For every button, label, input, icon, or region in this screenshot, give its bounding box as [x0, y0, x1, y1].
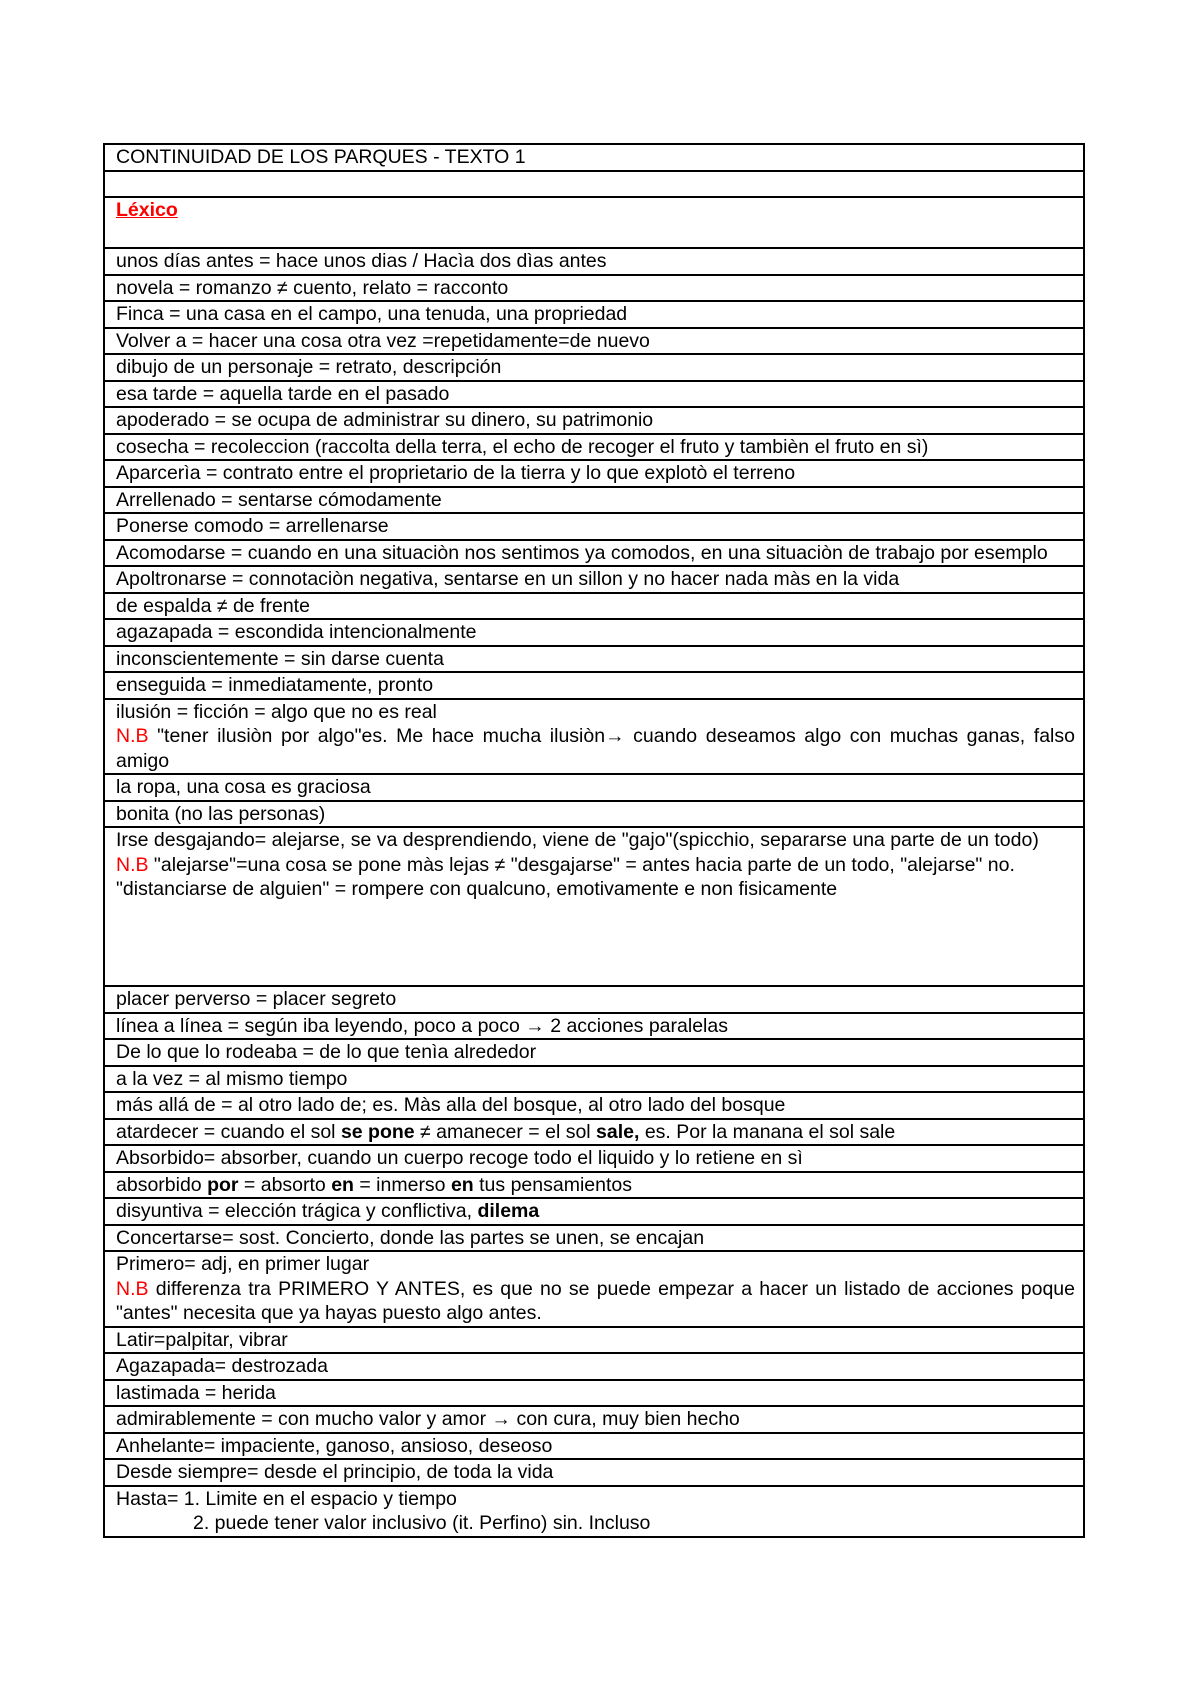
entry-cell: novela = romanzo ≠ cuento, relato = racconto: [104, 275, 1084, 302]
entry-cell: inconscientemente = sin darse cuenta: [104, 646, 1084, 673]
table-row: [104, 248, 1084, 275]
nb-text: cuando deseamos algo con muchas ganas, falso amigo: [116, 725, 1075, 772]
table-row: [104, 827, 1084, 986]
entry-line: "distanciarse de alguien" = rompere con qualcuno, emotivamente e non fisicamente: [116, 878, 838, 900]
entry-cell: Absorbido= absorber, cuando un cuerpo recoge todo el liquido y lo retiene en sì: [104, 1145, 1084, 1172]
table-row: [104, 487, 1084, 514]
entry-line: Primero= adj, en primer lugar: [116, 1253, 370, 1275]
nb-note: [116, 853, 1075, 878]
table-row: [104, 1251, 1084, 1327]
bold-text: se pone: [340, 1120, 415, 1143]
entry-cell: bonita (no las personas): [104, 801, 1084, 828]
table-row: [104, 381, 1084, 408]
entry-text: disyuntiva = elección trágica y conflictiva,: [116, 1200, 478, 1222]
table-row: [104, 1039, 1084, 1066]
entry-cell: más allá de = al otro lado de; es. Màs alla del bosque, al otro lado del bosque: [104, 1092, 1084, 1119]
entry-cell: de espalda ≠ de frente: [104, 593, 1084, 620]
nb-note: [116, 1277, 1075, 1326]
table-row: [104, 1406, 1084, 1433]
empty-cell: [104, 171, 1084, 198]
bold-text: en: [331, 1173, 354, 1196]
table-row: [104, 1145, 1084, 1172]
entry-cell: Arrellenado = sentarse cómodamente: [104, 487, 1084, 514]
nb-label: N.B: [116, 725, 149, 747]
entry-cell: Ponerse comodo = arrellenarse: [104, 513, 1084, 540]
entry-cell: Acomodarse = cuando en una situaciòn nos sentimos ya comodos, en una situaciòn de trabajo por esemplo: [104, 540, 1084, 567]
table-row: [104, 197, 1084, 248]
table-row: [104, 144, 1084, 171]
entry-cell: unos días antes = hace unos dias / Hacìa dos dìas antes: [104, 248, 1084, 275]
table-row: [104, 540, 1084, 567]
table-row: [104, 1066, 1084, 1093]
table-row: [104, 171, 1084, 198]
entry-text: tus pensamientos: [473, 1173, 632, 1196]
entry-line-indented: [116, 1511, 1075, 1536]
table-row: [104, 593, 1084, 620]
section-heading-cell: [104, 197, 1084, 248]
table-row: [104, 566, 1084, 593]
entry-cell: esa tarde = aquella tarde en el pasado: [104, 381, 1084, 408]
entry-cell: línea a línea = según iba leyendo, poco a poco → 2 acciones paralelas: [104, 1013, 1084, 1040]
entry-cell: [104, 827, 1084, 986]
table-row: [104, 1225, 1084, 1252]
entry-cell: Aparcerìa = contrato entre el proprietario de la tierra y lo que explotò el terreno: [104, 460, 1084, 487]
entry-text: = inmerso: [353, 1173, 451, 1196]
table-row: [104, 1353, 1084, 1380]
document-title: CONTINUIDAD DE LOS PARQUES - TEXTO 1: [104, 144, 1084, 171]
table-row: [104, 1433, 1084, 1460]
entry-cell: Finca = una casa en el campo, una tenuda, una propriedad: [104, 301, 1084, 328]
nb-text: "alejarse"=una cosa se pone màs lejas ≠ "desgajarse" = antes hacia parte de un todo, "alejarse" no.: [148, 853, 1015, 876]
table-row: [104, 699, 1084, 775]
entry-text: = absorto: [238, 1173, 332, 1196]
entry-cell: Agazapada= destrozada: [104, 1353, 1084, 1380]
entry-cell: [104, 1198, 1084, 1225]
table-row: [104, 646, 1084, 673]
table-row: [104, 301, 1084, 328]
entry-cell: apoderado = se ocupa de administrar su dinero, su patrimonio: [104, 407, 1084, 434]
bold-text: sale,: [596, 1120, 640, 1143]
entry-text: 2. puede tener valor inclusivo (it. Perfino) sin. Incluso: [193, 1512, 651, 1534]
entry-cell: lastimada = herida: [104, 1380, 1084, 1407]
entry-cell: [104, 1486, 1084, 1537]
bold-text: dilema: [477, 1200, 540, 1222]
table-row: [104, 1459, 1084, 1486]
nb-label: N.B: [116, 1277, 149, 1300]
table-row: [104, 460, 1084, 487]
entry-cell: [104, 1172, 1084, 1199]
nb-text: differenza tra PRIMERO Y ANTES, es que no se puede empezar a hacer un listado de acciones poque "antes" necesita que ya hayas puesto algo antes.: [116, 1277, 1075, 1324]
arrow-icon: →: [605, 725, 625, 747]
table-row: [104, 513, 1084, 540]
entry-cell: agazapada = escondida intencionalmente: [104, 619, 1084, 646]
vocabulary-table: [103, 143, 1085, 1538]
table-row: [104, 328, 1084, 355]
entry-cell: [104, 699, 1084, 775]
table-row: [104, 672, 1084, 699]
entry-cell: Anhelante= impaciente, ganoso, ansioso, deseoso: [104, 1433, 1084, 1460]
entry-cell: Desde siempre= desde el principio, de toda la vida: [104, 1459, 1084, 1486]
entry-cell: a la vez = al mismo tiempo: [104, 1066, 1084, 1093]
entry-cell: Concertarse= sost. Concierto, donde las partes se unen, se encajan: [104, 1225, 1084, 1252]
entry-cell: placer perverso = placer segreto: [104, 986, 1084, 1013]
entry-cell: [104, 1251, 1084, 1327]
table-row: [104, 1380, 1084, 1407]
entry-cell: Volver a = hacer una cosa otra vez =repetidamente=de nuevo: [104, 328, 1084, 355]
table-row: [104, 275, 1084, 302]
table-row: [104, 354, 1084, 381]
nb-note: [116, 724, 1075, 773]
entry-text: atardecer = cuando el sol: [116, 1120, 341, 1143]
entry-cell: dibujo de un personaje = retrato, descripción: [104, 354, 1084, 381]
entry-line: ilusión = ficción = algo que no es real: [116, 700, 437, 723]
entry-cell: la ropa, una cosa es graciosa: [104, 774, 1084, 801]
entry-text: es. Por la manana el sol sale: [639, 1120, 896, 1143]
entry-line: Irse desgajando= alejarse, se va desprendiendo, viene de "gajo"(spicchio, separarse una parte de un todo): [116, 829, 1039, 851]
entry-cell: [104, 1119, 1084, 1146]
table-row: [104, 801, 1084, 828]
table-row: [104, 1486, 1084, 1537]
table-row: [104, 986, 1084, 1013]
table-row: [104, 1013, 1084, 1040]
entry-cell: Apoltronarse = connotaciòn negativa, sentarse en un sillon y no hacer nada màs en la vida: [104, 566, 1084, 593]
entry-line: Hasta= 1. Limite en el espacio y tiempo: [116, 1487, 457, 1510]
entry-text: absorbido: [116, 1173, 208, 1196]
entry-cell: De lo que lo rodeaba = de lo que tenìa alrededor: [104, 1039, 1084, 1066]
entry-cell: Latir=palpitar, vibrar: [104, 1327, 1084, 1354]
lexico-heading: Léxico: [116, 199, 178, 221]
table-row: [104, 1119, 1084, 1146]
entry-cell: admirablemente = con mucho valor y amor → con cura, muy bien hecho: [104, 1406, 1084, 1433]
table-row: [104, 434, 1084, 461]
nb-text: "tener ilusiòn por algo"es. Me hace mucha ilusiòn: [148, 725, 606, 747]
entry-cell: cosecha = recoleccion (raccolta della terra, el echo de recoger el fruto y tambièn el fruto en sì): [104, 434, 1084, 461]
nb-label: N.B: [116, 853, 149, 876]
bold-text: por: [207, 1173, 239, 1196]
table-row: [104, 1327, 1084, 1354]
table-row: [104, 1172, 1084, 1199]
table-row: [104, 1092, 1084, 1119]
table-row: [104, 774, 1084, 801]
entry-text: ≠ amanecer = el sol: [414, 1120, 597, 1143]
table-row: [104, 407, 1084, 434]
table-row: [104, 619, 1084, 646]
entry-cell: enseguida = inmediatamente, pronto: [104, 672, 1084, 699]
table-row: [104, 1198, 1084, 1225]
bold-text: en: [450, 1173, 474, 1196]
